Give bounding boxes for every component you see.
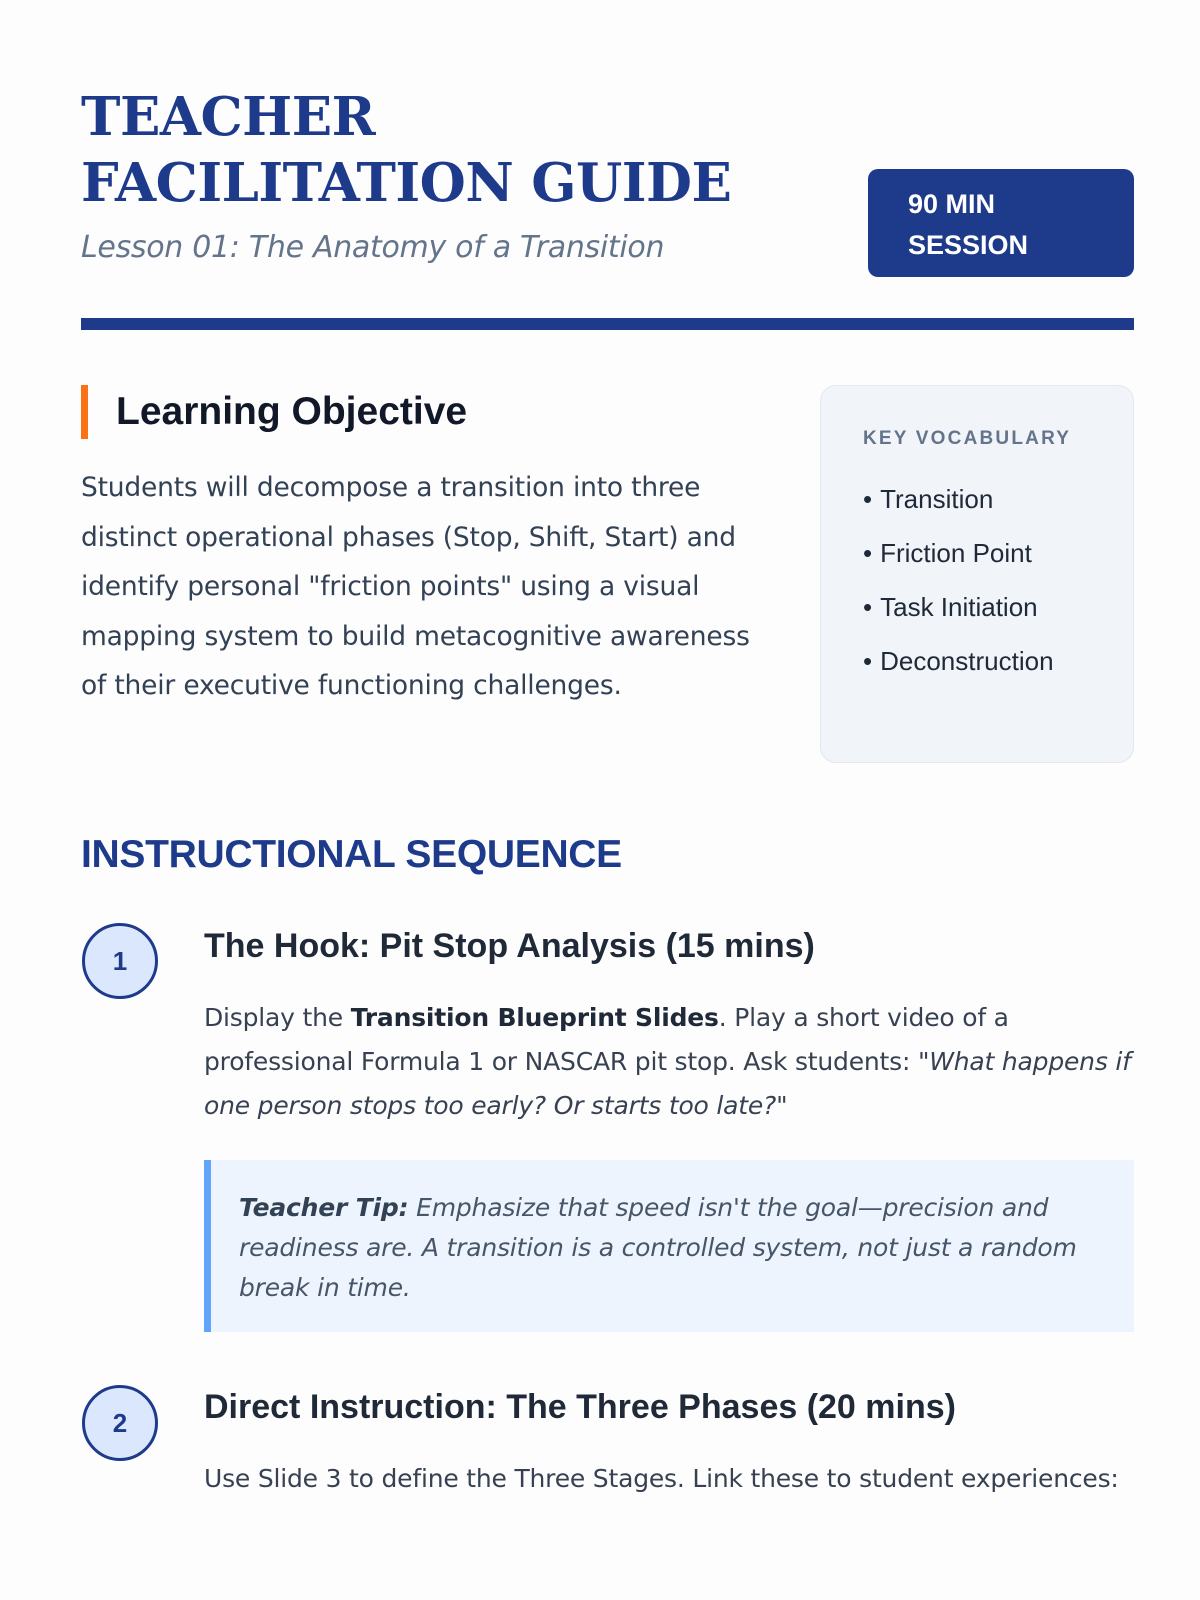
step-1 [204,924,1134,1332]
teacher-tip-callout [204,1160,1134,1332]
header-divider [81,318,1134,330]
key-vocabulary-card [820,385,1134,763]
key-vocabulary-title: KEY VOCABULARY [863,428,1072,449]
step-text-quote: "What happens if one person stops too early? Or starts too late?" [204,1047,1131,1120]
learning-objective-text: Students will decompose a transition into three distinct operational phases (Stop, Shift, Start) and identify personal "friction points" using a visual mapping system to build metacognitive awareness of their executive functioning challenges. [81,472,750,701]
page-title: TEACHER FACILITATION GUIDE [81,86,732,214]
step-text-emphasis: Transition Blueprint Slides [350,1003,719,1032]
vocabulary-item: • Task Initiation [863,580,1133,634]
teacher-tip-label: Teacher Tip: [239,1193,409,1222]
step-description: Use Slide 3 to define the Three Stages. Link these to student experiences: [204,1464,1119,1493]
learning-objective-section [81,385,781,711]
vocabulary-list [863,472,1133,688]
step-title: Direct Instruction: The Three Phases (20 mins) [204,1388,956,1426]
teacher-tip-text: Emphasize that speed isn't the goal—precision and readiness are. A transition is a controlled system, not just a random break in time. [239,1193,1077,1302]
step-number-badge: 1 [82,923,158,999]
vocabulary-item: • Friction Point [863,526,1133,580]
step-number-badge: 2 [82,1385,158,1461]
step-description [204,996,1134,1128]
step-2 [204,1385,1134,1501]
step-text-part: Display the [204,1003,351,1032]
vocabulary-item: • Deconstruction [863,634,1133,688]
step-text-part: . Play a short video of a professional Formula 1 or NASCAR pit stop. Ask students: [204,1003,1009,1076]
learning-objective-heading: Learning Objective [81,385,781,439]
vocabulary-item: • Transition [863,472,1133,526]
page-header [81,84,1134,265]
step-title: The Hook: Pit Stop Analysis (15 mins) [204,927,815,965]
lesson-subtitle: Lesson 01: The Anatomy of a Transition [81,230,665,265]
instructional-sequence-heading: INSTRUCTIONAL SEQUENCE [81,833,622,876]
session-duration-badge: 90 MIN SESSION [868,169,1134,277]
